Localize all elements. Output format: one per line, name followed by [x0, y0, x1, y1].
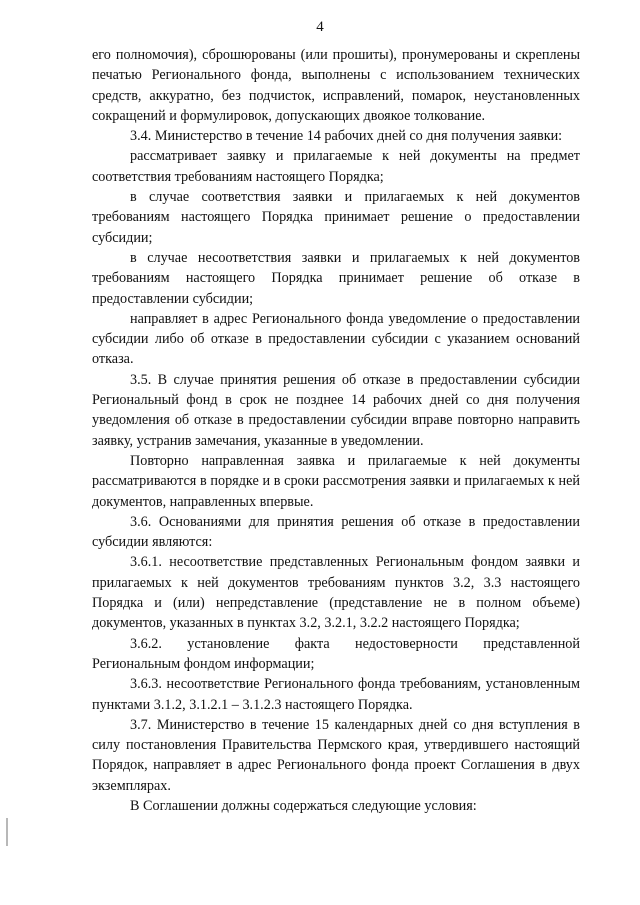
scan-edge-mark — [6, 818, 8, 846]
paragraph-approval-decision: в случае соответствия заявки и прилагаемых к ней документов требованиям настоящего Порядка принимает решение о предоставлении субсидии; — [92, 189, 580, 246]
paragraph-3-5: 3.5. В случае принятия решения об отказе в предоставлении субсидии Региональный фонд в срок не позднее 14 рабочих дней со дня получения уведомления об отказе в предоставлении субсидии вправе повторно направить заявку, устранив замечания, указанные в уведомлении. — [92, 371, 580, 449]
paragraph-review-application: рассматривает заявку и прилагаемые к ней документы на предмет соответствия требованиям настоящего Порядка; — [92, 148, 580, 185]
paragraph-3-7: 3.7. Министерство в течение 15 календарных дней со дня вступления в силу постановления Правительства Пермского края, утвердившего настоящий Порядок, направляет в адрес Регионального фонда проект Соглашения в двух экземплярах. — [92, 716, 580, 794]
paragraph-3-6-1: 3.6.1. несоответствие представленных Региональным фондом заявки и прилагаемых к ней документов требованиям пунктов 3.2, 3.3 настоящего Порядка и (или) непредставление (представление не в полном объеме) документов, указанных в пунктах 3.2, 3.2.1, 3.2.2 настоящего Порядка; — [92, 554, 580, 632]
paragraph-resubmission: Повторно направленная заявка и прилагаемые к ней документы рассматриваются в порядке и в сроки рассмотрения заявки и прилагаемых к ней документов, направленных впервые. — [92, 452, 580, 510]
page-number: 4 — [316, 19, 324, 35]
paragraph-agreement-conditions: В Соглашении должны содержаться следующие условия: — [130, 797, 477, 814]
paragraph-continuation: его полномочия), сброшюрованы (или прошиты), пронумерованы и скреплены печатью Регионального фонда, выполнены с использованием технических средств, аккуратно, без подчисток, исправлений, помарок, неустановленных сокращений и формулировок, допускающих двоякое толкование. — [92, 47, 580, 124]
paragraph-3-6: 3.6. Основаниями для принятия решения об отказе в предоставлении субсидии являются: — [92, 513, 580, 551]
paragraph-refusal-decision: в случае несоответствия заявки и прилагаемых к ней документов требованиям настоящего Порядка принимает решение об отказе в предоставлении субсидии; — [92, 249, 580, 307]
paragraph-3-6-3: 3.6.3. несоответствие Регионального фонда требованиям, установленным пунктами 3.1.2, 3.1.2.1 – 3.1.2.3 настоящего Порядка. — [92, 676, 580, 713]
paragraph-notification: направляет в адрес Регионального фонда уведомление о предоставлении субсидии либо об отказе в предоставлении субсидии с указанием оснований отказа. — [92, 310, 580, 368]
paragraph-3-4: 3.4. Министерство в течение 14 рабочих дней со дня получения заявки: — [130, 128, 563, 145]
document-body — [92, 45, 580, 816]
paragraph-3-6-2: 3.6.2. установление факта недостоверности представленной Региональным фондом информации; — [92, 635, 580, 672]
